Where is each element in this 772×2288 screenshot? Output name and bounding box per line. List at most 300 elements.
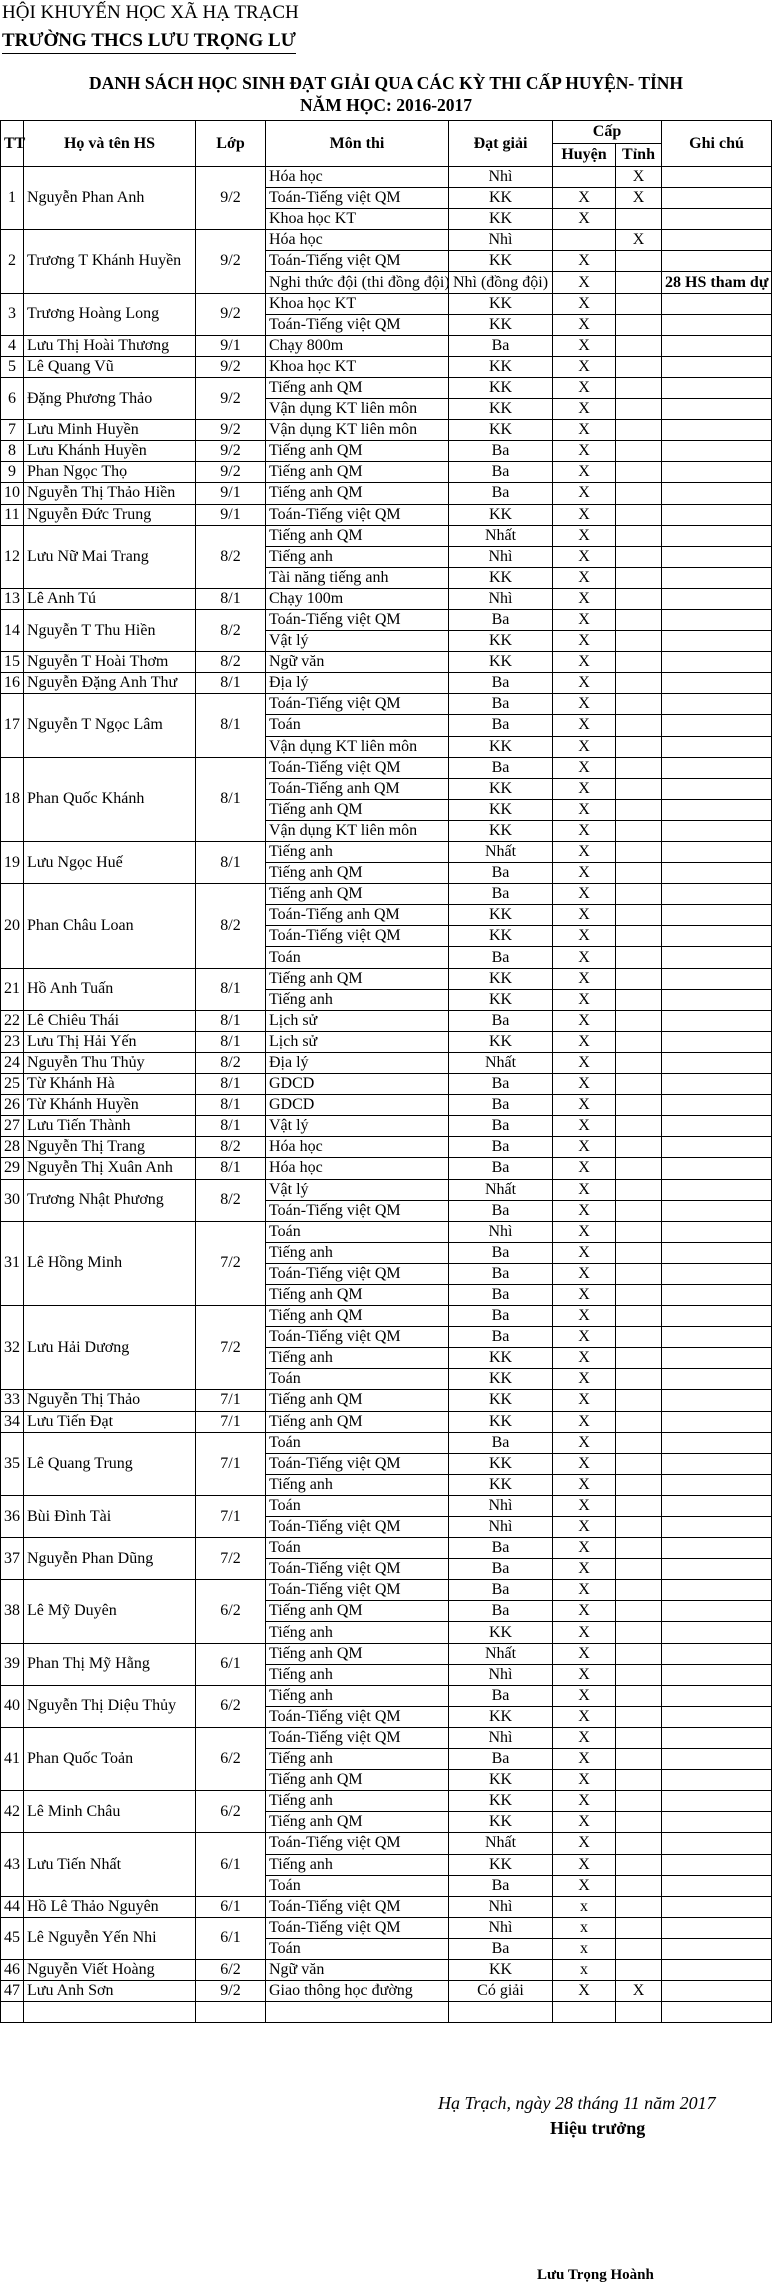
- student-name: Nguyễn T Ngọc Lâm: [24, 694, 196, 757]
- note-cell: [662, 441, 772, 462]
- table-row: [1, 1179, 772, 1200]
- student-class: 6/2: [196, 1727, 266, 1790]
- subject-cell: Vận dụng KT liên môn: [266, 399, 449, 420]
- note-cell: [662, 1453, 772, 1474]
- note-cell: [662, 420, 772, 441]
- table-row: [1, 1917, 772, 1938]
- student-name: Trương Hoàng Long: [24, 293, 196, 335]
- district-level-cell: X: [553, 1116, 616, 1137]
- award-cell: KK: [449, 1791, 553, 1812]
- student-name: Từ Khánh Hà: [24, 1074, 196, 1095]
- subject-cell: Toán-Tiếng anh QM: [266, 905, 449, 926]
- note-cell: [662, 1580, 772, 1601]
- district-level-cell: X: [553, 673, 616, 694]
- district-level-cell: X: [553, 1306, 616, 1327]
- award-cell: KK: [449, 631, 553, 652]
- award-cell: Ba: [449, 1200, 553, 1221]
- subject-cell: Khoa học KT: [266, 356, 449, 377]
- row-number: 9: [1, 462, 24, 483]
- district-level-cell: X: [553, 884, 616, 905]
- district-level-cell: X: [553, 1981, 616, 2002]
- student-name: Nguyễn Phan Anh: [24, 167, 196, 230]
- student-name: Lưu Khánh Huyền: [24, 441, 196, 462]
- row-number: 42: [1, 1791, 24, 1833]
- award-cell: Ba: [449, 673, 553, 694]
- award-cell: Nhì: [449, 1517, 553, 1538]
- district-level-cell: X: [553, 715, 616, 736]
- province-level-cell: [616, 1242, 662, 1263]
- province-level-cell: [616, 1664, 662, 1685]
- province-level-cell: X: [616, 1981, 662, 2002]
- award-cell: KK: [449, 652, 553, 673]
- note-cell: [662, 1938, 772, 1959]
- district-level-cell: x: [553, 1917, 616, 1938]
- province-level-cell: [616, 1432, 662, 1453]
- province-level-cell: [616, 1601, 662, 1622]
- subject-cell: Tiếng anh: [266, 1622, 449, 1643]
- table-row: [1, 377, 772, 398]
- award-cell: Nhất: [449, 1643, 553, 1664]
- note-cell: [662, 1727, 772, 1748]
- province-level-cell: [616, 1306, 662, 1327]
- table-row: [1, 462, 772, 483]
- student-class: 8/1: [196, 757, 266, 841]
- district-level-cell: X: [553, 525, 616, 546]
- note-cell: [662, 1601, 772, 1622]
- table-row: [1, 1959, 772, 1980]
- award-cell: Nhất: [449, 1052, 553, 1073]
- table-row: [1, 525, 772, 546]
- district-level-cell: X: [553, 377, 616, 398]
- district-level-cell: X: [553, 1200, 616, 1221]
- district-level-cell: X: [553, 989, 616, 1010]
- award-cell: Ba: [449, 335, 553, 356]
- subject-cell: Toán: [266, 1495, 449, 1516]
- row-number: 39: [1, 1643, 24, 1685]
- col-subject: Môn thi: [266, 121, 449, 167]
- empty-cell: [1, 2002, 24, 2023]
- student-class: 6/1: [196, 1643, 266, 1685]
- award-cell: Ba: [449, 757, 553, 778]
- subject-cell: Hóa học: [266, 1137, 449, 1158]
- row-number: 10: [1, 483, 24, 504]
- note-cell: [662, 588, 772, 609]
- subject-cell: Toán-Tiếng việt QM: [266, 1559, 449, 1580]
- province-level-cell: [616, 1031, 662, 1052]
- table-row: [1, 1643, 772, 1664]
- note-cell: [662, 1095, 772, 1116]
- province-level-cell: [616, 1749, 662, 1770]
- award-cell: KK: [449, 1854, 553, 1875]
- note-cell: [662, 694, 772, 715]
- district-level-cell: X: [553, 209, 616, 230]
- province-level-cell: [616, 209, 662, 230]
- subject-cell: Tiếng anh QM: [266, 884, 449, 905]
- award-cell: KK: [449, 1770, 553, 1791]
- district-level-cell: X: [553, 335, 616, 356]
- province-level-cell: X: [616, 230, 662, 251]
- province-level-cell: [616, 293, 662, 314]
- award-cell: Nhất: [449, 525, 553, 546]
- award-cell: Nhất: [449, 842, 553, 863]
- award-cell: KK: [449, 989, 553, 1010]
- award-cell: Nhất: [449, 1833, 553, 1854]
- row-number: 45: [1, 1917, 24, 1959]
- district-level-cell: X: [553, 1812, 616, 1833]
- subject-cell: Toán: [266, 1875, 449, 1896]
- subject-cell: Tiếng anh: [266, 1685, 449, 1706]
- signer-role: Hiệu trưởng: [550, 2118, 646, 2138]
- student-name: Lưu Tiến Nhất: [24, 1833, 196, 1896]
- district-level-cell: X: [553, 820, 616, 841]
- subject-cell: Toán: [266, 1538, 449, 1559]
- province-level-cell: [616, 546, 662, 567]
- district-level-cell: X: [553, 272, 616, 293]
- award-cell: Ba: [449, 947, 553, 968]
- note-cell: [662, 1242, 772, 1263]
- subject-cell: Toán-Tiếng việt QM: [266, 1706, 449, 1727]
- student-class: 8/1: [196, 694, 266, 757]
- province-level-cell: [616, 1854, 662, 1875]
- note-cell: [662, 1959, 772, 1980]
- district-level-cell: [553, 167, 616, 188]
- col-note: Ghi chú: [662, 121, 772, 167]
- table-row: [1, 588, 772, 609]
- note-cell: [662, 1917, 772, 1938]
- note-cell: [662, 1031, 772, 1052]
- award-cell: KK: [449, 1390, 553, 1411]
- subject-cell: Toán-Tiếng việt QM: [266, 926, 449, 947]
- subject-cell: Tiếng anh: [266, 842, 449, 863]
- row-number: 37: [1, 1538, 24, 1580]
- student-name: Nguyễn Thị Diệu Thủy: [24, 1685, 196, 1727]
- note-cell: [662, 673, 772, 694]
- district-level-cell: X: [553, 1411, 616, 1432]
- note-cell: [662, 1074, 772, 1095]
- province-level-cell: [616, 251, 662, 272]
- row-number: 23: [1, 1031, 24, 1052]
- student-name: Nguyễn Phan Dũng: [24, 1538, 196, 1580]
- district-level-cell: X: [553, 1095, 616, 1116]
- district-level-cell: X: [553, 1791, 616, 1812]
- student-class: 8/2: [196, 1052, 266, 1073]
- row-number: 34: [1, 1411, 24, 1432]
- student-name: Lưu Anh Sơn: [24, 1981, 196, 2002]
- award-cell: Ba: [449, 1306, 553, 1327]
- school-year: NĂM HỌC: 2016-2017: [299, 95, 473, 115]
- district-level-cell: X: [553, 968, 616, 989]
- note-cell: [662, 609, 772, 630]
- province-level-cell: [616, 1791, 662, 1812]
- student-name: Nguyễn Thị Trang: [24, 1137, 196, 1158]
- header-row: [1, 121, 772, 144]
- student-class: 9/2: [196, 462, 266, 483]
- district-level-cell: x: [553, 1896, 616, 1917]
- district-level-cell: X: [553, 251, 616, 272]
- province-level-cell: [616, 377, 662, 398]
- student-name: Lưu Tiến Đạt: [24, 1411, 196, 1432]
- award-cell: KK: [449, 251, 553, 272]
- province-level-cell: [616, 1685, 662, 1706]
- table-row: [1, 356, 772, 377]
- subject-cell: Toán-Tiếng việt QM: [266, 1453, 449, 1474]
- province-level-cell: [616, 926, 662, 947]
- note-cell: [662, 1517, 772, 1538]
- award-table: [0, 120, 772, 2023]
- award-cell: KK: [449, 188, 553, 209]
- award-cell: Ba: [449, 1095, 553, 1116]
- award-cell: Ba: [449, 1749, 553, 1770]
- district-level-cell: X: [553, 631, 616, 652]
- province-level-cell: [616, 1284, 662, 1305]
- province-level-cell: [616, 1221, 662, 1242]
- province-level-cell: [616, 1348, 662, 1369]
- subject-cell: Chạy 800m: [266, 335, 449, 356]
- col-class: Lớp: [196, 121, 266, 167]
- award-cell: Ba: [449, 1074, 553, 1095]
- province-level-cell: [616, 842, 662, 863]
- award-cell: KK: [449, 1812, 553, 1833]
- row-number: 2: [1, 230, 24, 293]
- subject-cell: Tiếng anh QM: [266, 441, 449, 462]
- note-cell: [662, 293, 772, 314]
- note-cell: [662, 1116, 772, 1137]
- student-name: Lê Anh Tú: [24, 588, 196, 609]
- table-row: [1, 1685, 772, 1706]
- award-cell: Ba: [449, 1875, 553, 1896]
- student-name: Lưu Thị Hoài Thương: [24, 335, 196, 356]
- subject-cell: Tiếng anh QM: [266, 1601, 449, 1622]
- district-level-cell: X: [553, 1749, 616, 1770]
- subject-cell: Giao thông học đường: [266, 1981, 449, 2002]
- note-cell: [662, 1158, 772, 1179]
- note-cell: [662, 1495, 772, 1516]
- note-cell: [662, 504, 772, 525]
- note-cell: [662, 483, 772, 504]
- col-district: Huyện: [553, 144, 616, 167]
- district-level-cell: X: [553, 356, 616, 377]
- student-class: 9/1: [196, 483, 266, 504]
- table-row: [1, 293, 772, 314]
- district-level-cell: X: [553, 757, 616, 778]
- award-cell: KK: [449, 968, 553, 989]
- district-level-cell: X: [553, 1242, 616, 1263]
- student-name: Nguyễn Viết Hoàng: [24, 1959, 196, 1980]
- note-cell: [662, 757, 772, 778]
- empty-cell: [266, 2002, 449, 2023]
- award-cell: Có giải: [449, 1981, 553, 2002]
- col-province: Tỉnh: [616, 144, 662, 167]
- award-cell: Ba: [449, 1158, 553, 1179]
- subject-cell: Tiếng anh QM: [266, 1643, 449, 1664]
- student-class: 8/1: [196, 1095, 266, 1116]
- student-class: 9/2: [196, 1981, 266, 2002]
- award-cell: Ba: [449, 1137, 553, 1158]
- row-number: 27: [1, 1116, 24, 1137]
- student-name: Bùi Đình Tài: [24, 1495, 196, 1537]
- table-row: [1, 1390, 772, 1411]
- row-number: 8: [1, 441, 24, 462]
- district-level-cell: X: [553, 1622, 616, 1643]
- subject-cell: Toán-Tiếng anh QM: [266, 778, 449, 799]
- note-cell: [662, 968, 772, 989]
- student-name: Lê Minh Châu: [24, 1791, 196, 1833]
- table-row: [1, 1052, 772, 1073]
- award-cell: Nhì: [449, 1917, 553, 1938]
- subject-cell: Toán-Tiếng việt QM: [266, 188, 449, 209]
- subject-cell: Toán: [266, 1369, 449, 1390]
- col-award: Đạt giải: [449, 121, 553, 167]
- note-cell: [662, 1812, 772, 1833]
- note-cell: [662, 989, 772, 1010]
- subject-cell: Tiếng anh QM: [266, 525, 449, 546]
- province-level-cell: [616, 1538, 662, 1559]
- student-name: Lê Hồng Minh: [24, 1221, 196, 1305]
- award-cell: KK: [449, 926, 553, 947]
- award-cell: KK: [449, 209, 553, 230]
- empty-cell: [196, 2002, 266, 2023]
- province-level-cell: [616, 462, 662, 483]
- note-cell: [662, 251, 772, 272]
- row-number: 16: [1, 673, 24, 694]
- note-cell: [662, 842, 772, 863]
- district-level-cell: X: [553, 1538, 616, 1559]
- note-cell: [662, 947, 772, 968]
- province-level-cell: [616, 1495, 662, 1516]
- school-name: [2, 30, 296, 52]
- note-cell: [662, 188, 772, 209]
- student-name: Hồ Anh Tuấn: [24, 968, 196, 1010]
- subject-cell: Địa lý: [266, 673, 449, 694]
- subject-cell: Toán-Tiếng việt QM: [266, 314, 449, 335]
- student-class: 6/1: [196, 1833, 266, 1896]
- award-cell: Ba: [449, 863, 553, 884]
- table-row: [1, 757, 772, 778]
- district-level-cell: X: [553, 1221, 616, 1242]
- award-cell: Nhì: [449, 546, 553, 567]
- award-cell: Nhì: [449, 1664, 553, 1685]
- subject-cell: Vận dụng KT liên môn: [266, 820, 449, 841]
- table-row: [1, 1580, 772, 1601]
- province-level-cell: [616, 356, 662, 377]
- award-cell: KK: [449, 356, 553, 377]
- award-cell: KK: [449, 799, 553, 820]
- note-cell: [662, 230, 772, 251]
- district-level-cell: [553, 230, 616, 251]
- province-level-cell: [616, 1390, 662, 1411]
- province-level-cell: [616, 736, 662, 757]
- student-class: 9/2: [196, 230, 266, 293]
- student-name: Lê Quang Trung: [24, 1432, 196, 1495]
- note-cell: [662, 567, 772, 588]
- award-cell: KK: [449, 1369, 553, 1390]
- award-cell: KK: [449, 567, 553, 588]
- subject-cell: Toán: [266, 947, 449, 968]
- award-cell: Ba: [449, 1263, 553, 1284]
- district-level-cell: X: [553, 314, 616, 335]
- note-cell: 28 HS tham dự: [662, 272, 772, 293]
- student-class: 8/1: [196, 1116, 266, 1137]
- note-cell: [662, 377, 772, 398]
- note-cell: [662, 1369, 772, 1390]
- district-level-cell: X: [553, 842, 616, 863]
- subject-cell: Tài năng tiếng anh: [266, 567, 449, 588]
- award-cell: Ba: [449, 1242, 553, 1263]
- row-number: 43: [1, 1833, 24, 1896]
- table-row: [1, 1981, 772, 2002]
- province-level-cell: [616, 1938, 662, 1959]
- district-level-cell: X: [553, 1474, 616, 1495]
- province-level-cell: [616, 694, 662, 715]
- student-class: 8/2: [196, 652, 266, 673]
- note-cell: [662, 1137, 772, 1158]
- student-class: 8/2: [196, 884, 266, 968]
- subject-cell: Tiếng anh: [266, 989, 449, 1010]
- subject-cell: Hóa học: [266, 167, 449, 188]
- subject-cell: Ngữ văn: [266, 1959, 449, 1980]
- district-level-cell: X: [553, 293, 616, 314]
- student-name: Nguyễn Thị Thảo Hiền: [24, 483, 196, 504]
- subject-cell: GDCD: [266, 1074, 449, 1095]
- note-cell: [662, 778, 772, 799]
- student-name: Nguyễn Thu Thủy: [24, 1052, 196, 1073]
- student-name: Hồ Lê Thảo Nguyên: [24, 1896, 196, 1917]
- award-cell: Nhất: [449, 1179, 553, 1200]
- subject-cell: Tiếng anh: [266, 1474, 449, 1495]
- note-cell: [662, 1200, 772, 1221]
- table-row: [1, 1727, 772, 1748]
- district-level-cell: X: [553, 1685, 616, 1706]
- row-number: 1: [1, 167, 24, 230]
- student-class: 8/1: [196, 842, 266, 884]
- note-cell: [662, 1833, 772, 1854]
- district-level-cell: X: [553, 588, 616, 609]
- student-name: Trương Nhật Phương: [24, 1179, 196, 1221]
- student-class: 9/2: [196, 356, 266, 377]
- subject-cell: Tiếng anh: [266, 1791, 449, 1812]
- district-level-cell: X: [553, 1643, 616, 1664]
- table-row: [1, 230, 772, 251]
- province-level-cell: [616, 905, 662, 926]
- district-level-cell: X: [553, 652, 616, 673]
- province-level-cell: [616, 1052, 662, 1073]
- province-level-cell: X: [616, 167, 662, 188]
- table-row: [1, 1833, 772, 1854]
- province-level-cell: [616, 1179, 662, 1200]
- student-name: Lưu Tiến Thành: [24, 1116, 196, 1137]
- student-name: Phan Quốc Khánh: [24, 757, 196, 841]
- student-class: 8/1: [196, 1158, 266, 1179]
- award-cell: Nhì: [449, 588, 553, 609]
- district-level-cell: X: [553, 399, 616, 420]
- award-cell: KK: [449, 1031, 553, 1052]
- subject-cell: Khoa học KT: [266, 293, 449, 314]
- province-level-cell: [616, 1200, 662, 1221]
- province-level-cell: [616, 1369, 662, 1390]
- subject-cell: Toán-Tiếng việt QM: [266, 1580, 449, 1601]
- province-level-cell: [616, 1263, 662, 1284]
- note-cell: [662, 1896, 772, 1917]
- student-class: 6/2: [196, 1685, 266, 1727]
- note-cell: [662, 715, 772, 736]
- district-level-cell: X: [553, 1706, 616, 1727]
- award-cell: Ba: [449, 1327, 553, 1348]
- province-level-cell: [616, 1074, 662, 1095]
- district-level-cell: X: [553, 1580, 616, 1601]
- note-cell: [662, 1538, 772, 1559]
- note-cell: [662, 926, 772, 947]
- table-row: [1, 1791, 772, 1812]
